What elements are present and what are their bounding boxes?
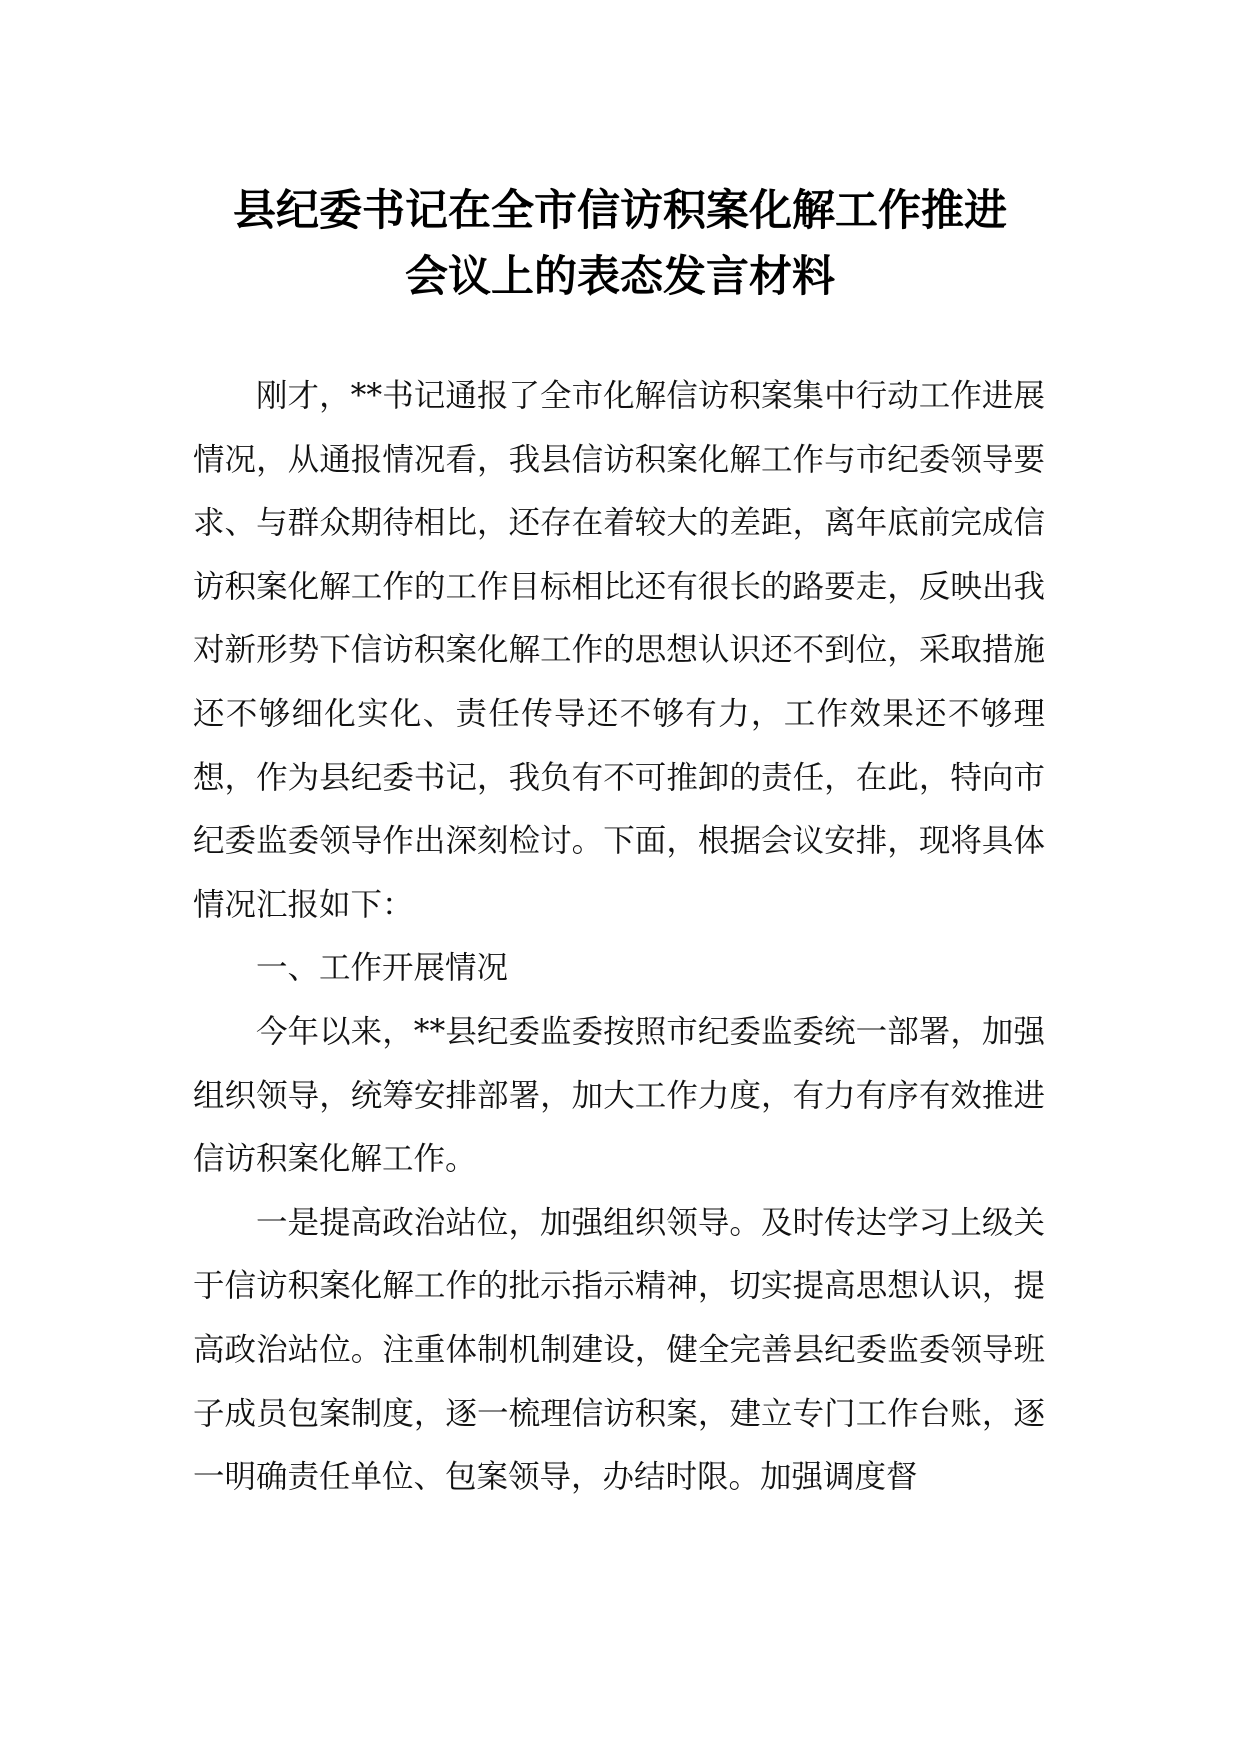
opening-paragraph: 刚才，**书记通报了全市化解信访积案集中行动工作进展情况，从通报情况看，我县信访积案化解工作与市纪委领导要求、与群众期待相比，还存在着较大的差距，离年底前完成信访积案化解工作的工作目标相比还有很长的路要走，反映出我对新形势下信访积案化解工作的思想认识还不到位，采取措施还不够细化实化、责任传导还不够有力，工作效果还不够理想，作为县纪委书记，我负有不可推卸的责任，在此，特向市纪委监委领导作出深刻检讨。下面，根据会议安排，现将具体情况汇报如下： <box>193 378 1045 923</box>
point-one-paragraph: 一是提高政治站位，加强组织领导。及时传达学习上级关于信访积案化解工作的批示指示精神，切实提高思想认识，提高政治站位。注重体制机制建设，健全完善县纪委监委领导班子成员包案制度，逐一梳理信访积案，建立专门工作台账，逐一明确责任单位、包案领导，办结时限。加强调度督 <box>193 1204 1045 1496</box>
section-heading: 一、工作开展情况 <box>256 950 509 987</box>
section-intro-paragraph: 今年以来，**县纪委监委按照市纪委监委统一部署，加强组织领导，统筹安排部署，加大工作力度，有力有序有效推进信访积案化解工作。 <box>193 1013 1045 1178</box>
document-title <box>190 178 1050 310</box>
document-body <box>193 365 1045 1510</box>
title-line-2: 会议上的表态发言材料 <box>405 252 835 302</box>
title-line-1: 县纪委书记在全市信访积案化解工作推进 <box>233 186 1007 236</box>
